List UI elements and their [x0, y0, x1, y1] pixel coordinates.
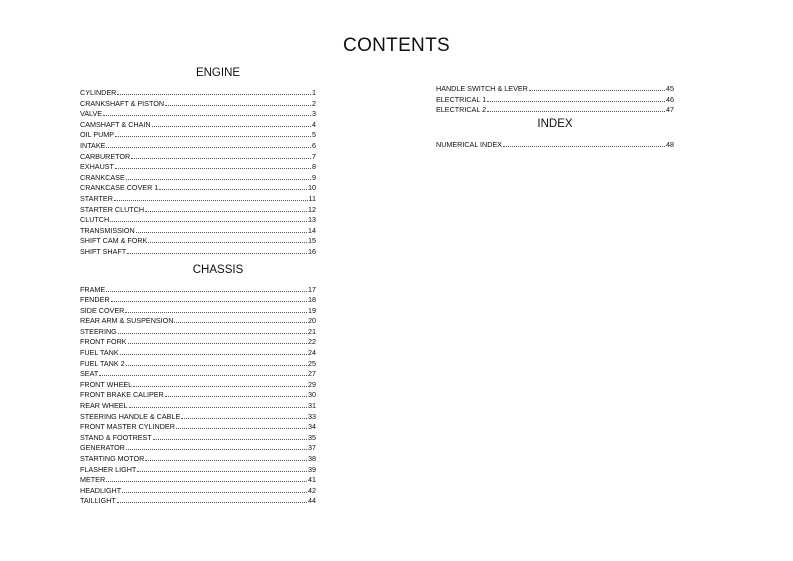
- toc-entry-page: 3: [312, 109, 316, 119]
- toc-entry: [80, 389, 316, 400]
- toc-entry: [80, 432, 316, 443]
- toc-entry: [80, 347, 316, 358]
- dot-leader: [487, 104, 665, 112]
- toc-entry: [80, 87, 316, 98]
- toc-entry: [80, 485, 316, 496]
- toc-entry-title: STEERING HANDLE & CABLE: [80, 411, 181, 421]
- toc-entry: [80, 442, 316, 453]
- dot-leader: [110, 214, 307, 222]
- toc-entry-page: 13: [308, 215, 316, 225]
- toc-entry-page: 46: [666, 94, 674, 104]
- engine-heading: ENGINE: [195, 67, 241, 79]
- toc-entry-page: 35: [308, 432, 316, 442]
- toc-entry-page: 41: [308, 475, 316, 485]
- dot-leader: [115, 161, 311, 169]
- dot-leader: [145, 453, 307, 461]
- toc-entry: [80, 235, 316, 246]
- toc-entry: [80, 129, 316, 140]
- toc-entry-page: 4: [312, 119, 316, 129]
- dot-leader: [103, 108, 311, 116]
- toc-entry-title: CRANKCASE: [80, 172, 125, 182]
- toc-entry-title: FENDER: [80, 295, 110, 305]
- toc-entry-title: CLUTCH: [80, 215, 110, 225]
- toc-entry: [80, 400, 316, 411]
- toc-entry-page: 9: [312, 172, 316, 182]
- dot-leader: [487, 94, 665, 102]
- toc-entry-title: REAR WHEEL: [80, 401, 128, 411]
- toc-entry: [80, 182, 316, 193]
- dot-leader: [106, 474, 307, 482]
- toc-entry-title: SIDE COVER: [80, 305, 125, 315]
- toc-entry-page: 10: [308, 183, 316, 193]
- toc-entry-page: 48: [666, 139, 674, 149]
- dot-leader: [145, 204, 307, 212]
- toc-entry: [80, 326, 316, 337]
- toc-entry-page: 30: [308, 390, 316, 400]
- toc-entry-page: 22: [308, 337, 316, 347]
- dot-leader: [128, 336, 307, 344]
- dot-leader: [136, 225, 307, 233]
- toc-entry: [80, 284, 316, 295]
- dot-leader: [174, 315, 307, 323]
- toc-entry: [80, 214, 316, 225]
- toc-entry-title: CAMSHAFT & CHAIN: [80, 119, 151, 129]
- toc-entry: [80, 368, 316, 379]
- toc-entry-page: 39: [308, 464, 316, 474]
- toc-entry-page: 12: [308, 204, 316, 214]
- toc-entry-page: 14: [308, 225, 316, 235]
- toc-entry-page: 33: [308, 411, 316, 421]
- toc-entry-page: 34: [308, 422, 316, 432]
- toc-entry-page: 15: [308, 236, 316, 246]
- toc-entry: [80, 140, 316, 151]
- toc-entry-page: 6: [312, 140, 316, 150]
- dot-leader: [126, 442, 307, 450]
- toc-entry-title: SEAT: [80, 369, 99, 379]
- toc-entry-page: 37: [308, 443, 316, 453]
- dot-leader: [181, 411, 307, 419]
- toc-entry-title: FRONT WHEEL: [80, 379, 133, 389]
- dot-leader: [122, 485, 307, 493]
- engine-list: [80, 87, 316, 257]
- toc-entry-title: STEERING: [80, 326, 117, 336]
- toc-entry: [80, 119, 316, 130]
- toc-entry: [80, 474, 316, 485]
- toc-entry: [436, 94, 674, 105]
- toc-entry-title: OIL PUMP: [80, 130, 115, 140]
- dot-leader: [125, 305, 307, 313]
- toc-entry: [80, 246, 316, 257]
- toc-entry: [80, 421, 316, 432]
- toc-entry-title: NUMERICAL INDEX: [436, 139, 503, 149]
- toc-entry-page: 38: [308, 454, 316, 463]
- toc-entry-title: FLASHER LIGHT: [80, 464, 137, 474]
- toc-entry: [80, 108, 316, 119]
- toc-entry-page: 25: [308, 358, 316, 368]
- dot-leader: [152, 119, 311, 127]
- toc-entry-title: REAR ARM & SUSPENSION: [80, 316, 174, 326]
- index-list: [436, 139, 674, 150]
- dot-leader: [131, 151, 311, 159]
- toc-entry-title: SHIFT CAM & FORK: [80, 236, 148, 246]
- toc-entry-title: CYLINDER: [80, 88, 117, 97]
- right-column: [436, 83, 674, 149]
- toc-entry-title: CRANKCASE COVER 1: [80, 183, 159, 193]
- dot-leader: [117, 87, 311, 95]
- left-column: [80, 66, 316, 506]
- toc-entry-title: INTAKE: [80, 140, 106, 150]
- toc-entry-page: 45: [666, 84, 674, 93]
- toc-entry: [80, 225, 316, 236]
- toc-entry-title: CARBURETOR: [80, 151, 131, 161]
- toc-entry-title: METER: [80, 475, 106, 485]
- toc-entry-title: STARTING MOTOR: [80, 454, 145, 463]
- toc-entry: [436, 83, 674, 94]
- toc-entry-page: 18: [308, 295, 316, 305]
- toc-entry-page: 11: [308, 193, 316, 203]
- dot-leader: [106, 140, 311, 148]
- dot-leader: [118, 326, 307, 334]
- toc-entry: [80, 315, 316, 326]
- toc-entry-title: STARTER CLUTCH: [80, 204, 145, 214]
- toc-entry-title: SHIFT SHAFT: [80, 246, 127, 256]
- toc-entry: [80, 151, 316, 162]
- dot-leader: [176, 421, 307, 429]
- toc-entry-title: GENERATOR: [80, 443, 125, 453]
- dot-leader: [165, 98, 311, 106]
- chassis-heading: CHASSIS: [192, 263, 244, 276]
- toc-entry: [80, 453, 316, 464]
- dot-leader: [120, 347, 307, 355]
- dot-leader: [529, 83, 665, 91]
- toc-entry-page: 31: [308, 401, 316, 411]
- toc-entry: [80, 305, 316, 316]
- dot-leader: [99, 368, 307, 376]
- toc-entry-page: 24: [308, 348, 316, 358]
- toc-entry-title: ELECTRICAL 2: [436, 105, 487, 115]
- toc-entry: [436, 104, 674, 115]
- toc-entry-title: FRONT FORK: [80, 337, 127, 347]
- toc-entry: [80, 172, 316, 183]
- toc-entry: [80, 161, 316, 172]
- dot-leader: [106, 284, 307, 292]
- toc-entry-page: 1: [312, 88, 316, 97]
- toc-entry-page: 7: [312, 151, 316, 161]
- dot-leader: [115, 129, 311, 137]
- toc-entry: [80, 379, 316, 390]
- toc-entry-page: 29: [308, 379, 316, 389]
- dot-leader: [148, 235, 307, 243]
- dot-leader: [126, 172, 311, 180]
- toc-entry: [80, 98, 316, 109]
- toc-entry-page: 44: [308, 496, 316, 506]
- toc-entry: [80, 411, 316, 422]
- page-title: CONTENTS: [343, 35, 450, 56]
- dot-leader: [114, 193, 308, 201]
- index-heading: INDEX: [537, 117, 573, 130]
- toc-entry-title: STAND & FOOTREST: [80, 432, 152, 442]
- dot-leader: [153, 432, 307, 440]
- toc-entry: [80, 464, 316, 475]
- dot-leader: [133, 379, 307, 387]
- toc-entry-title: TAILLIGHT: [80, 496, 116, 506]
- toc-entry-page: 5: [312, 130, 316, 140]
- toc-entry-page: 8: [312, 162, 316, 172]
- toc-entry: [80, 358, 316, 369]
- chassis-list: [80, 284, 316, 506]
- dot-leader: [117, 495, 307, 503]
- toc-entry-title: FRONT MASTER CYLINDER: [80, 422, 175, 432]
- toc-entry-page: 21: [308, 326, 316, 336]
- toc-entry-title: HANDLE SWITCH & LEVER: [436, 84, 528, 93]
- dot-leader: [111, 294, 307, 302]
- toc-entry: [80, 193, 316, 204]
- toc-entry-page: 2: [312, 98, 316, 108]
- toc-entry-page: 27: [308, 369, 316, 379]
- dot-leader: [503, 139, 665, 147]
- dot-leader: [127, 246, 307, 254]
- dot-leader: [159, 182, 307, 190]
- toc-entry-page: 19: [308, 305, 316, 315]
- toc-entry: [80, 336, 316, 347]
- toc-entry-title: TRANSMISSION: [80, 225, 135, 235]
- toc-entry-title: FRAME: [80, 284, 106, 294]
- toc-entry-title: STARTER: [80, 193, 113, 203]
- toc-entry-title: FUEL TANK 2: [80, 358, 125, 368]
- toc-entry-page: 42: [308, 485, 316, 495]
- toc-entry-title: VALVE: [80, 109, 103, 119]
- toc-entry-page: 17: [308, 284, 316, 294]
- dot-leader: [126, 358, 307, 366]
- toc-entry-title: HEADLIGHT: [80, 485, 122, 495]
- toc-entry: [436, 139, 674, 150]
- toc-entry-page: 16: [308, 246, 316, 256]
- toc-entry-title: FUEL TANK: [80, 348, 119, 358]
- dot-leader: [137, 464, 307, 472]
- toc-entry-title: ELECTRICAL 1: [436, 94, 487, 104]
- toc-entry-page: 47: [666, 105, 674, 115]
- dot-leader: [165, 389, 307, 397]
- toc-entry-title: EXHAUST: [80, 162, 114, 172]
- toc-entry: [80, 495, 316, 506]
- dot-leader: [129, 400, 307, 408]
- toc-entry: [80, 204, 316, 215]
- toc-entry-title: FRONT BRAKE CALIPER: [80, 390, 164, 400]
- toc-entry: [80, 294, 316, 305]
- toc-entry-title: CRANKSHAFT & PISTON: [80, 98, 165, 108]
- toc-entry-page: 20: [308, 316, 316, 326]
- electrical-list: [436, 83, 674, 115]
